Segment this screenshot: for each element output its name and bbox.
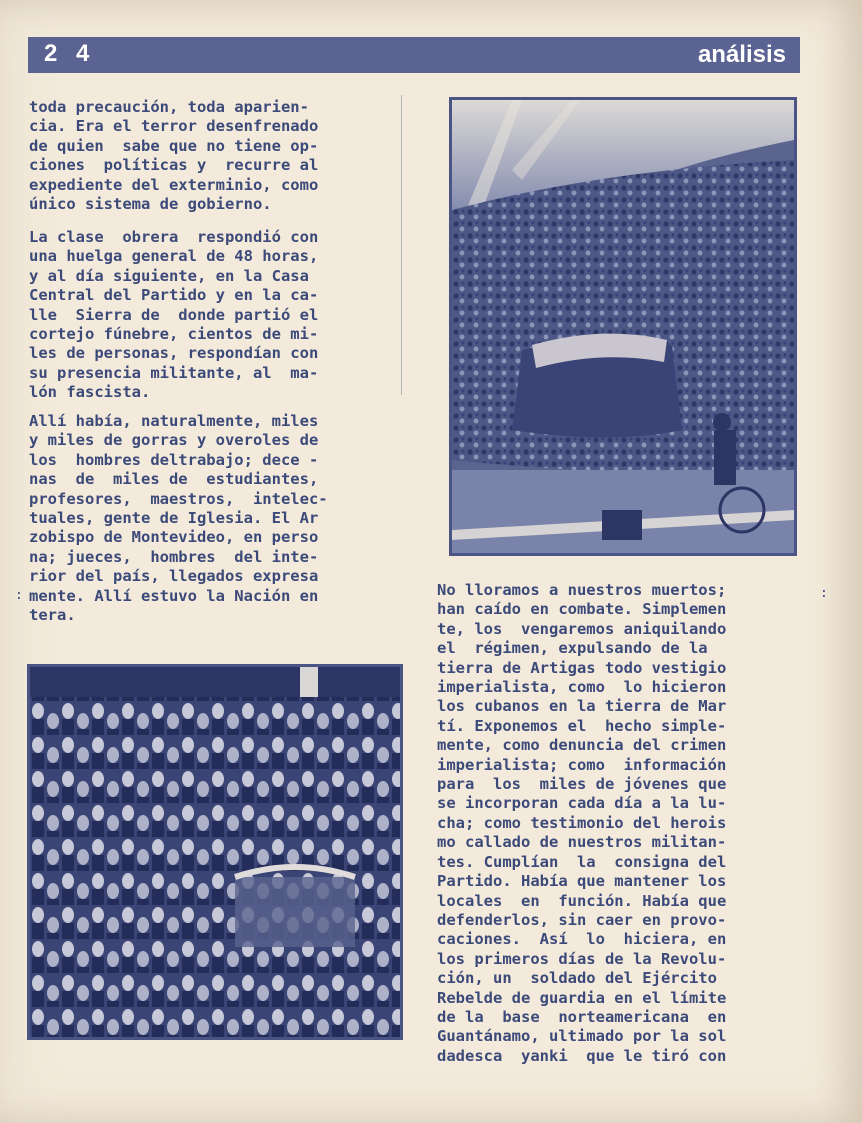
section-label: análisis — [697, 41, 786, 68]
left-margin-mark: : — [15, 588, 23, 603]
column-divider — [401, 95, 402, 395]
page-number: 2 4 — [44, 40, 96, 67]
funeral-procession-photo — [449, 97, 797, 556]
left-paragraph-2: La clase obrera respondió con una huelga general de 48 horas, y al día siguiente, en la Casa Central del Partido y en la ca- lle Sierra de donde partió el cortejo fúnebre, cientos de mi- les de personas, respondían con su presencia militante, al ma- lón fascista. — [29, 228, 319, 402]
header-band — [28, 37, 800, 73]
right-paragraph: No lloramos a nuestros muertos; han caído en combate. Simplemen te, los vengaremos aniquilando el régimen, expulsando de la tierra de Artigas todo vestigio imperialista, como lo hicieron los cubanos en la tierra de Mar tí. Exponemos el hecho simple- mente, como denuncia del crimen imperialista; como información para los miles de jóvenes que se incorporan cada día a la lu- cha; como testimonio del herois mo callado de nuestros militan- tes. Cumplían la consigna del Partido. Había que mantener los locales en función. Había que defenderlos, sin caer en provo- caciones. Así lo hiciera, en los primeros días de la Revolu- ción, un soldado del Ejército Rebelde de guardia en el límite de la base norteamericana en Guantánamo, ultimado por la sol dadesca yanki que le tiró con — [437, 581, 727, 1065]
crowd-photo — [27, 664, 403, 1040]
right-margin-mark: : — [820, 586, 828, 601]
left-paragraph-1: toda precaución, toda aparien- cia. Era el terror desenfrenado de quien sabe que no tiene op- ciones políticas y recurre al expediente del exterminio, como único sistema de gobierno. — [29, 98, 319, 214]
left-paragraph-3: Allí había, naturalmente, miles y miles de gorras y overoles de los hombres deltrabajo; dece - nas de miles de estudiantes, profesores, maestros, intelec- tuales, gente de Iglesia. El Ar zobispo de Montevideo, en perso na; jueces, hombres del inte- rior del país, llegados expresa mente. Allí estuvo la Nación en tera. — [29, 412, 328, 625]
